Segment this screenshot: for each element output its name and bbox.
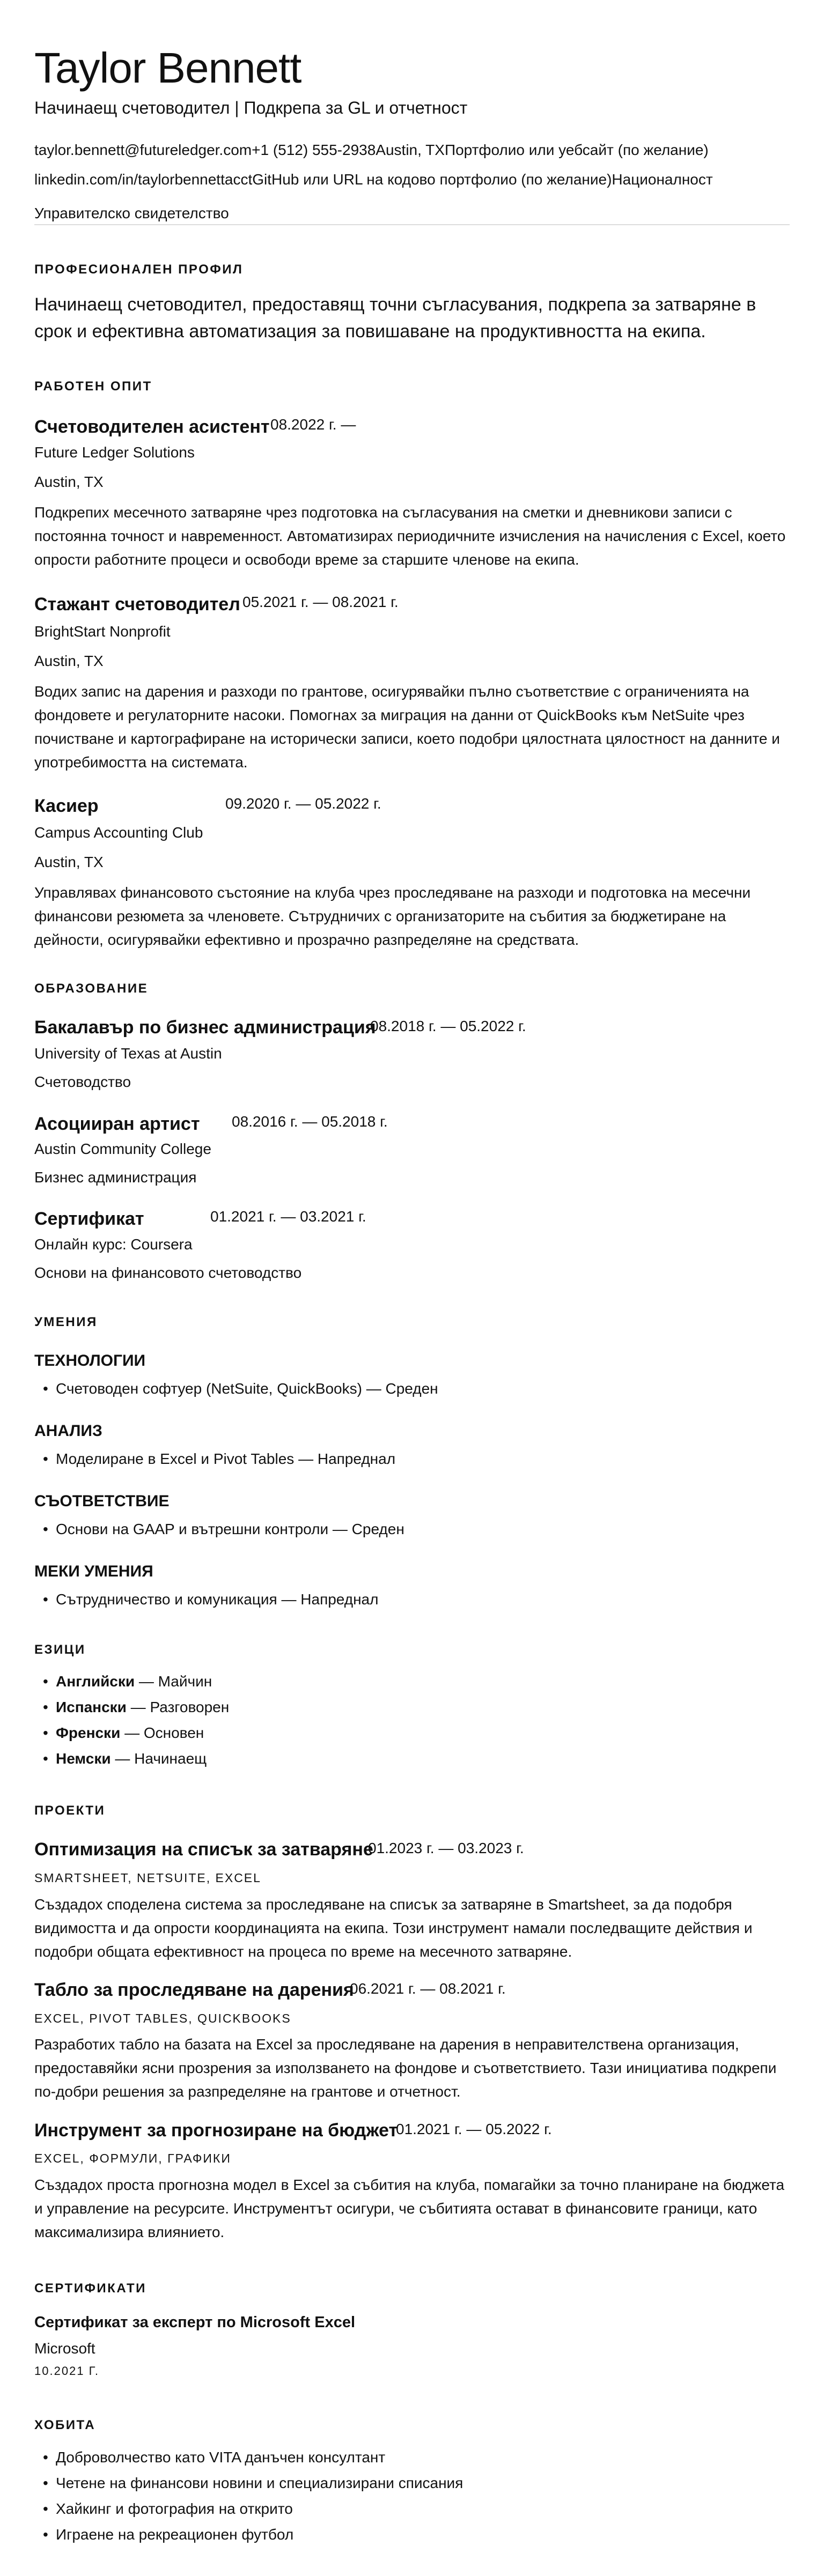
project-title: Оптимизация на списък за затваряне — [34, 1839, 373, 1860]
hobby-item: • Доброволчество като VITA данъчен консултант — [34, 2448, 385, 2467]
section-heading-hobbies: ХОБИТА — [34, 2418, 96, 2432]
project-date: 01.2021 г. — 05.2022 г. — [396, 2121, 552, 2137]
education-school: University of Texas at Austin — [34, 1045, 222, 1062]
bullet-icon: • — [43, 1380, 48, 1397]
experience-date: 09.2020 г. — 05.2022 г. — [225, 795, 381, 812]
education-title: Сертификат — [34, 1209, 144, 1229]
section-heading-skills: УМЕНИЯ — [34, 1315, 98, 1329]
experience-location: Austin, TX — [34, 854, 104, 870]
bullet-icon: • — [43, 1521, 48, 1537]
skill-item: • Моделиране в Excel и Pivot Tables — Напреднал — [34, 1449, 395, 1469]
project-description: Създадох проста прогнозна модел в Excel за събития на клуба, помагайки за точно планиране на бюджета и управление на ресурсите. Инструментът осигури, че събитията остават в финансовите граници, като максимализира влиянието. — [34, 2177, 785, 2240]
education-school: Austin Community College — [34, 1141, 211, 1157]
certificate-title: Сертификат за експерт по Microsoft Excel — [34, 2314, 356, 2331]
candidate-name: Taylor Bennett — [34, 44, 301, 92]
language-item: • Немски — Начинаещ — [34, 1749, 207, 1768]
bullet-icon: • — [43, 1750, 48, 1767]
experience-org: Campus Accounting Club — [34, 824, 203, 841]
skill-item: • Счетоводен софтуер (NetSuite, QuickBooks) — Среден — [34, 1379, 438, 1398]
project-description: Създадох споделена система за проследяване на списък за затваряне в Smartsheet, за да подобря видимостта и да опрости координацията на екипа. Този инструмент намали последващите действия и подобри общата ефективност на процеса по време на месечното затваряне. — [34, 1896, 753, 1960]
certificate-date: 10.2021 Г. — [34, 2364, 99, 2378]
education-field: Бизнес администрация — [34, 1169, 197, 1186]
education-field: Основи на финансовото счетоводство — [34, 1264, 302, 1281]
section-heading-experience: РАБОТЕН ОПИТ — [34, 379, 152, 394]
candidate-headline: Начинаещ счетоводител | Подкрепа за GL и отчетност — [34, 98, 468, 117]
experience-title: Касиер — [34, 796, 99, 816]
certificate-issuer: Microsoft — [34, 2340, 95, 2357]
skill-category: МЕКИ УМЕНИЯ — [34, 1563, 153, 1580]
bullet-icon: • — [43, 2449, 48, 2466]
experience-org: Future Ledger Solutions — [34, 444, 195, 461]
experience-location: Austin, TX — [34, 473, 104, 490]
bullet-icon: • — [43, 1673, 48, 1690]
contact-line-3: Управителско свидетелство — [34, 205, 229, 221]
experience-description: Водих запис на дарения и разходи по грантове, осигурявайки пълно съответствие с ограниченията на фондовете и регулаторните насоки. Помогнах за миграция на данни от QuickBooks към NetSuite чрез почистване и картографиране на исторически записи, което подобри цялостната цялостност на данните и употребимостта на системата. — [34, 683, 780, 771]
project-description: Разработих табло на базата на Excel за проследяване на дарения в неправителствена организация, предоставяйки ясни прозрения за използването на фондове и съответствието. Тази инициатива подкрепи по-добри решения за разпределяне на грантове и отчетност. — [34, 2036, 777, 2100]
hobby-item: • Четене на финансови новини и специализирани списания — [34, 2474, 463, 2493]
skill-item: • Сътрудничество и комуникация — Напреднал — [34, 1590, 378, 1609]
language-item: • Испански — Разговорен — [34, 1698, 229, 1717]
project-tags: SMARTSHEET, NETSUITE, EXCEL — [34, 1871, 261, 1885]
skill-category: ТЕХНОЛОГИИ — [34, 1352, 146, 1370]
education-school: Онлайн курс: Coursera — [34, 1236, 193, 1253]
bullet-icon: • — [43, 2526, 48, 2543]
header-divider — [34, 224, 790, 225]
language-item: • Френски — Основен — [34, 1723, 204, 1743]
experience-title: Счетоводителен асистент — [34, 417, 270, 437]
experience-org: BrightStart Nonprofit — [34, 623, 171, 640]
contact-line-1: taylor.bennett@futureledger.com+1 (512) 555-2938Austin, TXПортфолио или уебсайт (по желание) — [34, 142, 709, 158]
education-title: Бакалавър по бизнес администрация — [34, 1017, 376, 1038]
experience-date: 08.2022 г. — — [270, 416, 356, 433]
experience-description: Управлявах финансовото състояние на клуба чрез проследяване на разходи и подготовка на месечни финансови резюмета за членовете. Сътрудничих с организаторите на събития за бюджетиране на дейности, осигурявайки ефективно и прозрачно разпределяне на средствата. — [34, 884, 751, 948]
project-date: 01.2023 г. — 03.2023 г. — [368, 1840, 524, 1856]
section-heading-education: ОБРАЗОВАНИЕ — [34, 981, 149, 996]
project-tags: EXCEL, ФОРМУЛИ, ГРАФИКИ — [34, 2151, 231, 2165]
project-title: Табло за проследяване на дарения — [34, 1980, 354, 2000]
language-item: • Английски — Майчин — [34, 1672, 212, 1691]
profile-summary: Начинаещ счетоводител, предоставящ точни съгласувания, подкрепа за затваряне в срок и ефективна автоматизация за повишаване на продуктивността на екипа. — [34, 294, 756, 342]
bullet-icon: • — [43, 2500, 48, 2517]
experience-title: Стажант счетоводител — [34, 594, 240, 615]
section-heading-profile: ПРОФЕСИОНАЛЕН ПРОФИЛ — [34, 262, 244, 277]
education-date: 01.2021 г. — 03.2021 г. — [210, 1208, 366, 1225]
experience-location: Austin, TX — [34, 653, 104, 669]
skill-category: АНАЛИЗ — [34, 1422, 102, 1440]
education-date: 08.2016 г. — 05.2018 г. — [232, 1113, 388, 1130]
hobby-item: • Хайкинг и фотография на открито — [34, 2499, 293, 2519]
section-heading-certificates: СЕРТИФИКАТИ — [34, 2281, 146, 2296]
section-heading-projects: ПРОЕКТИ — [34, 1803, 106, 1818]
project-title: Инструмент за прогнозиране на бюджет — [34, 2120, 398, 2141]
hobby-item: • Играене на рекреационен футбол — [34, 2525, 293, 2544]
bullet-icon: • — [43, 1450, 48, 1467]
experience-description: Подкрепих месечното затваряне чрез подготовка на съгласувания на сметки и дневникови записи с постоянна точност и навременност. Автоматизирах периодичните изчисления на начисления с Excel, което опрости работните процеси и освободи време за старшите членове на екипа. — [34, 504, 786, 568]
education-date: 08.2018 г. — 05.2022 г. — [370, 1018, 526, 1034]
section-heading-languages: ЕЗИЦИ — [34, 1642, 86, 1657]
education-field: Счетоводство — [34, 1074, 131, 1090]
bullet-icon: • — [43, 1591, 48, 1608]
skill-category: СЪОТВЕТСТВИЕ — [34, 1492, 170, 1510]
skill-item: • Основи на GAAP и вътрешни контроли — Среден — [34, 1520, 404, 1539]
bullet-icon: • — [43, 1724, 48, 1741]
contact-line-2: linkedin.com/in/taylorbennettacctGitHub или URL на кодово портфолио (по желание)Националност — [34, 171, 713, 188]
bullet-icon: • — [43, 1699, 48, 1715]
bullet-icon: • — [43, 2475, 48, 2491]
project-tags: EXCEL, PIVOT TABLES, QUICKBOOKS — [34, 2011, 291, 2025]
education-title: Асоцииран артист — [34, 1114, 200, 1134]
experience-date: 05.2021 г. — 08.2021 г. — [242, 594, 399, 610]
project-date: 06.2021 г. — 08.2021 г. — [350, 1980, 506, 1997]
